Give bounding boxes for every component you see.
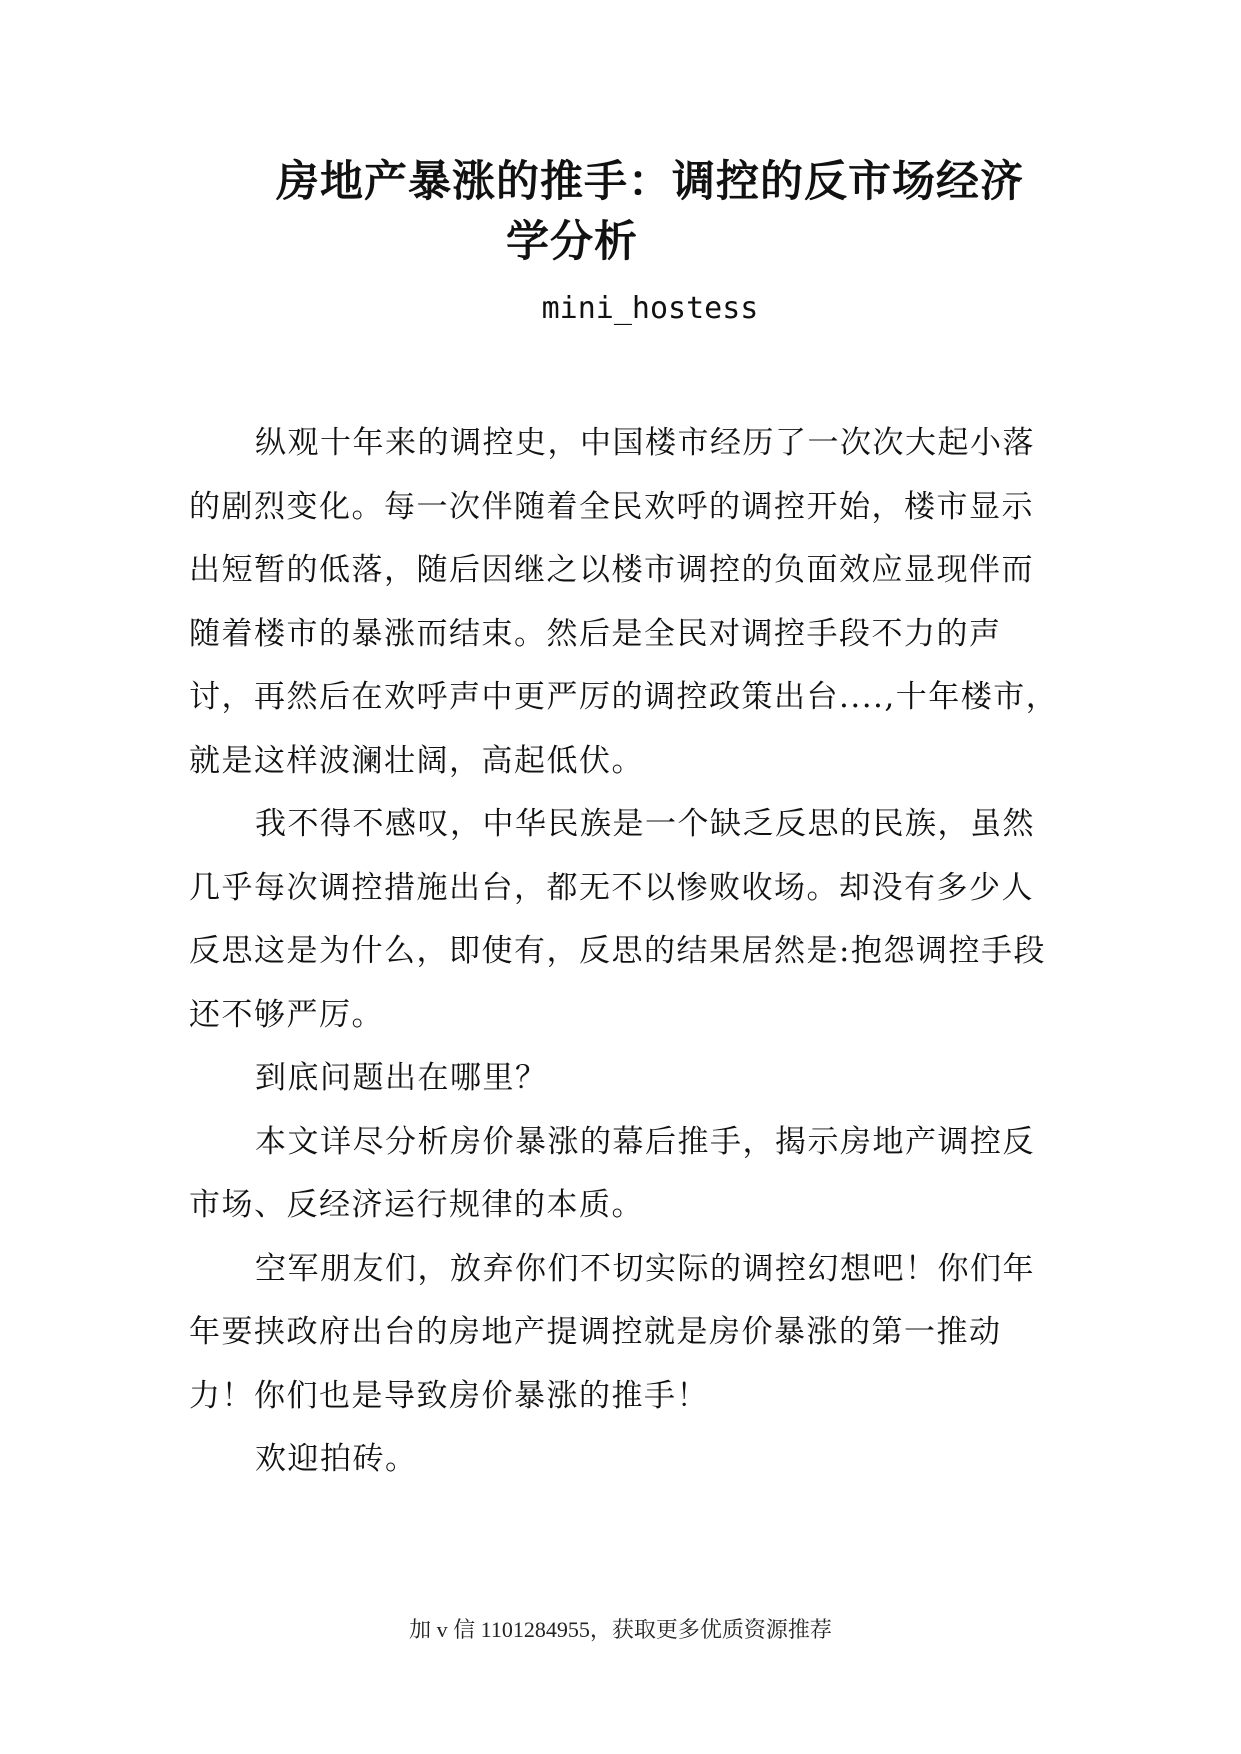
article-body [189,412,1059,1492]
paragraph: 我不得不感叹，中华民族是一个缺乏反思的民族，虽然几乎每次调控措施出台，都无不以惨败收场。却没有多少人反思这是为什么，即使有，反思的结果居然是:抱怨调控手段还不够严厉。 [189,806,1046,1033]
paragraph: 纵观十年来的调控史，中国楼市经历了一次次大起小落的剧烈变化。每一次伴随着全民欢呼的调控开始，楼市显示出短暂的低落，随后因继之以楼市调控的负面效应显现伴而随着楼市的暴涨而结束。然后是全民对调控手段不力的声讨，再然后在欢呼声中更严厉的调控政策出台....,十年楼市，就是这样波澜壮阔，高起低伏。 [189,425,1059,779]
paragraph: 空军朋友们，放弃你们不切实际的调控幻想吧！你们年年要挟政府出台的房地产提调控就是房价暴涨的第一推动力！你们也是导致房价暴涨的推手！ [189,1250,1035,1414]
footer-note: 加 v 信 1101284955，获取更多优质资源推荐 [409,1617,832,1642]
document-title [240,152,1040,272]
title-line-1: 房地产暴涨的推手：调控的反市场经济 [276,157,1024,207]
paragraph: 欢迎拍砖。 [255,1441,418,1477]
paragraph: 本文详尽分析房价暴涨的幕后推手，揭示房地产调控反市场、反经济运行规律的本质。 [189,1123,1035,1223]
author-name: mini_hostess [541,291,759,326]
title-line-2: 学分析 [506,217,638,267]
paragraph: 到底问题出在哪里？ [255,1060,548,1096]
